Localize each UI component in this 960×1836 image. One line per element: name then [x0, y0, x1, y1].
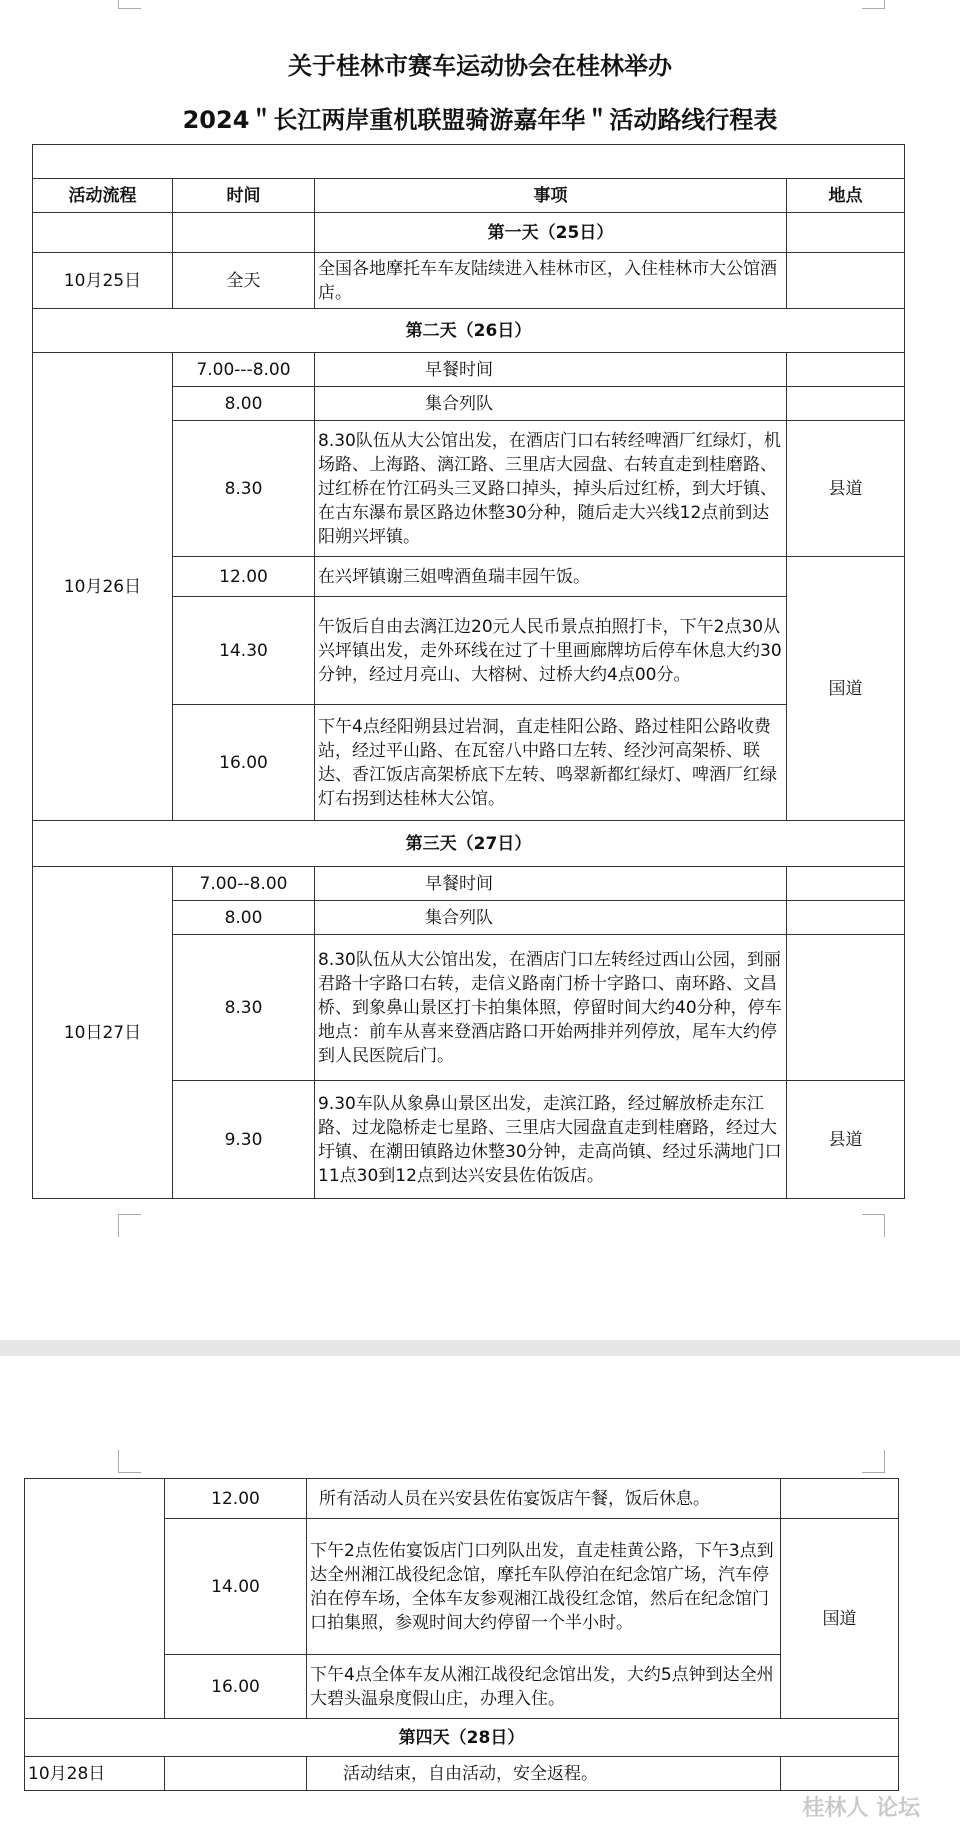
row-time: 14.00 [165, 1519, 307, 1655]
day4-date: 10月28日 [25, 1757, 165, 1791]
header-item: 事项 [315, 179, 787, 213]
day2-heading: 第二天（26日） [33, 309, 905, 353]
day3-date: 10日27日 [33, 867, 173, 1199]
day3-heading-row [33, 821, 905, 867]
row-desc: 在兴坪镇谢三姐啤酒鱼瑞丰园午饭。 [315, 557, 787, 597]
day3-date-continued [25, 1479, 165, 1719]
day4-heading: 第四天（28日） [25, 1719, 899, 1757]
crop-mark [862, 1214, 885, 1237]
itinerary-table [32, 144, 905, 1199]
row-desc: 8.30队伍从大公馆出发，在酒店门口左转经过西山公园，到丽君路十字路口右转，走信义路南门桥十字路口、南环路、文昌桥、到象鼻山景区打卡拍集体照，停留时间大约40分种，停车地点：前车从喜来登酒店路口开始两排并列停放，尾车大约停到人民医院后门。 [315, 935, 787, 1081]
row-desc: 8.30队伍从大公馆出发，在酒店门口右转经啤酒厂红绿灯，机场路、上海路、漓江路、三里店大园盘、右转直走到桂磨路、过红桥在竹江码头三叉路口掉头，掉头后过红桥，到大圩镇、在古东瀑布景区路边休整30分种，随后走大兴线12点前到达阳朔兴坪镇。 [315, 421, 787, 557]
day2-heading-row [33, 309, 905, 353]
table-row [25, 1757, 899, 1791]
day3-place-county: 县道 [787, 1081, 905, 1199]
row-time: 9.30 [173, 1081, 315, 1199]
row-desc: 所有活动人员在兴安县佐佑宴饭店午餐，饭后休息。 [307, 1479, 781, 1519]
page-gap [0, 1340, 960, 1356]
document-page-2 [0, 1356, 960, 1836]
day3-heading: 第三天（27日） [33, 821, 905, 867]
table-blank-row [33, 145, 905, 179]
table-header-row [33, 179, 905, 213]
table-row [25, 1479, 899, 1519]
row-time: 8.00 [173, 901, 315, 935]
row-time: 16.00 [173, 705, 315, 821]
row-desc: 9.30车队从象鼻山景区出发，走滨江路，经过解放桥走东江路、过龙隐桥走七星路、三里店大园盘直走到桂磨路，经过大圩镇、在潮田镇路边休整30分钟，走高尚镇、经过乐满地门口11点30到12点到达兴安县佐佑饭店。 [315, 1081, 787, 1199]
crop-mark [862, 1450, 885, 1473]
row-desc: 下午2点佐佑宴饭店门口列队出发，直走桂黄公路，下午3点到达全州湘江战役纪念馆，摩托车队停泊在纪念馆广场，汽车停泊在停车场，全体车友参观湘江战役红念馆，然后在纪念馆门口拍集照，参观时间大约停留一个半小时。 [307, 1519, 781, 1655]
day1-heading-row [33, 213, 905, 253]
header-activity: 活动流程 [33, 179, 173, 213]
table-row [33, 353, 905, 387]
day4-heading-row [25, 1719, 899, 1757]
row-desc: 下午4点经阳朔县过岩洞，直走桂阳公路、路过桂阳公路收费站，经过平山路、在瓦窑八中路口左转、经沙河高架桥、联达、香江饭店高架桥底下左转、鸣翠新都红绿灯、啤酒厂红绿灯右拐到达桂林大公馆。 [315, 705, 787, 821]
table-row [33, 867, 905, 901]
row-desc: 午饭后自由去漓江边20元人民币景点拍照打卡，下午2点30从兴坪镇出发，走外环线在过了十里画廊牌坊后停车休息大约30分钟，经过月亮山、大榕树、过桥大约4点00分。 [315, 597, 787, 705]
row-desc: 早餐时间 [315, 353, 787, 387]
row-desc: 集合列队 [315, 901, 787, 935]
row-time: 7.00--8.00 [173, 867, 315, 901]
day2-place-county: 县道 [787, 421, 905, 557]
day1-heading: 第一天（25日） [315, 213, 787, 253]
row-time: 12.00 [165, 1479, 307, 1519]
row-desc: 早餐时间 [315, 867, 787, 901]
day2-date: 10月26日 [33, 353, 173, 821]
crop-mark [862, 0, 885, 9]
day1-date: 10月25日 [33, 253, 173, 309]
watermark: 桂林人 论坛 [802, 1796, 920, 1821]
document-title-line2: 2024＂长江两岸重机联盟骑游嘉年华＂活动路线行程表 [182, 106, 778, 134]
row-time: 8.00 [173, 387, 315, 421]
day2-place-national: 国道 [787, 557, 905, 821]
row-desc: 活动结束，自由活动，安全返程。 [307, 1757, 781, 1791]
document-title-line1: 关于桂林市赛车运动协会在桂林举办 [288, 52, 672, 80]
row-time: 8.30 [173, 421, 315, 557]
header-time: 时间 [173, 179, 315, 213]
day3-place-national: 国道 [781, 1519, 899, 1719]
row-desc: 集合列队 [315, 387, 787, 421]
row-time: 16.00 [165, 1655, 307, 1719]
row-time: 全天 [173, 253, 315, 309]
table-row [33, 253, 905, 309]
row-desc: 全国各地摩托车车友陆续进入桂林市区，入住桂林市大公馆酒店。 [315, 253, 787, 309]
crop-mark [118, 0, 141, 9]
row-time: 8.30 [173, 935, 315, 1081]
row-time: 12.00 [173, 557, 315, 597]
itinerary-table-continued [24, 1478, 899, 1791]
crop-mark [118, 1214, 141, 1237]
row-time: 14.30 [173, 597, 315, 705]
row-time: 7.00---8.00 [173, 353, 315, 387]
row-desc: 下午4点全体车友从湘江战役纪念馆出发，大约5点钟到达全州大碧头温泉度假山庄，办理入住。 [307, 1655, 781, 1719]
crop-mark [118, 1450, 141, 1473]
header-place: 地点 [787, 179, 905, 213]
